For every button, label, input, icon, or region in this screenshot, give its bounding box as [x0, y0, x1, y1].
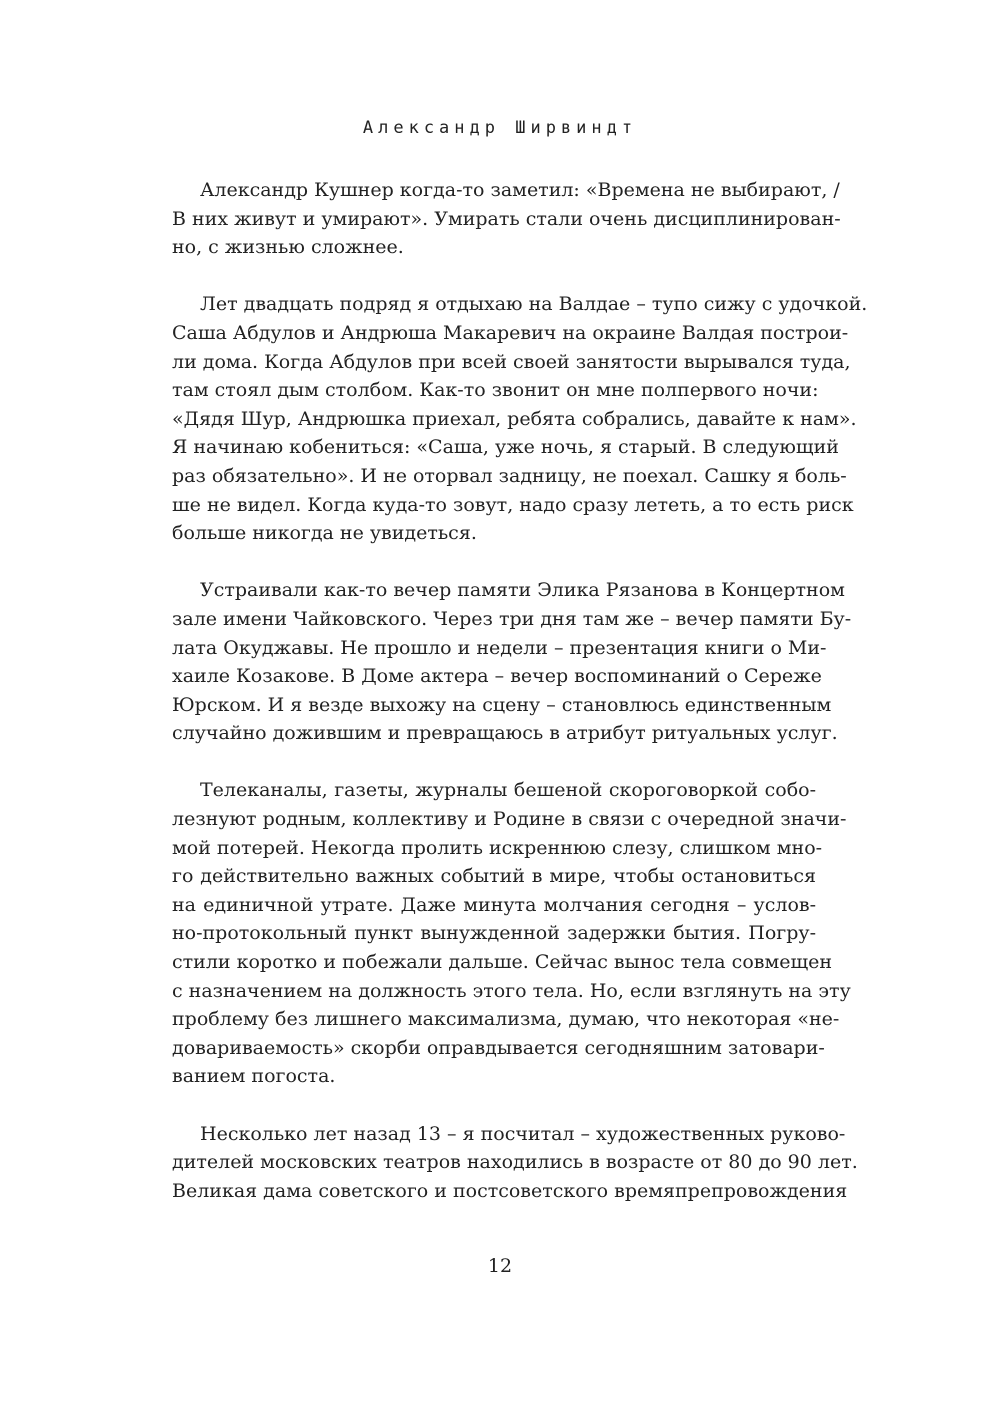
running-head: Александр Ширвиндт [362, 118, 638, 138]
text-line: ли дома. Когда Абдулов при всей своей занятости вырывался туда, [172, 350, 851, 373]
text-line: раз обязательно». И не оторвал задницу, не поехал. Сашку я боль- [172, 464, 847, 487]
text-line: В них живут и умирают». Умирать стали очень дисциплинирован- [172, 207, 841, 230]
text-line: «Дядя Шур, Андрюшка приехал, ребята собрались, давайте к нам». [172, 407, 857, 430]
paragraph-5 [172, 1120, 858, 1206]
text-line: Несколько лет назад 13 – я посчитал – художественных руково- [200, 1122, 846, 1145]
text-line: мой потерей. Некогда пролить искреннюю слезу, слишком мно- [172, 836, 823, 859]
text-line: Лет двадцать подряд я отдыхаю на Валдае – тупо сижу с удочкой. [200, 293, 868, 316]
text-line: зале имени Чайковского. Через три дня там же – вечер памяти Бу- [172, 607, 852, 630]
text-line: Великая дама советского и постсоветского времяпрепровождения [172, 1179, 848, 1202]
text-line: Телеканалы, газеты, журналы бешеной скороговоркой собо- [200, 779, 816, 802]
text-line: больше никогда не увидеться. [172, 522, 477, 545]
text-line: но-протокольный пункт вынужденной задержки бытия. Погру- [172, 922, 816, 945]
text-line: проблему без лишнего максимализма, думаю, что некоторая «не- [172, 1008, 840, 1031]
paragraph-2 [172, 290, 868, 547]
text-line: ше не видел. Когда куда-то зовут, надо сразу лететь, а то есть риск [172, 493, 854, 516]
paragraph-4 [172, 776, 851, 1091]
text-line: Александр Кушнер когда-то заметил: «Времена не выбирают, / [200, 179, 840, 201]
text-line: лата Окуджавы. Не прошло и недели – презентация книги о Ми- [172, 636, 827, 659]
text-line: Саша Абдулов и Андрюша Макаревич на окраине Валдая построи- [172, 321, 849, 344]
page-number: 12 [487, 1255, 513, 1277]
text-line: там стоял дым столбом. Как-то звонит он мне полпервого ночи: [172, 379, 819, 402]
text-line: с назначением на должность этого тела. Но, если взглянуть на эту [172, 979, 851, 1002]
text-line: на единичной утрате. Даже минута молчания сегодня – услов- [172, 893, 816, 916]
body-text [172, 176, 868, 1234]
text-line: хаиле Козакове. В Доме актера – вечер воспоминаний о Сереже [172, 665, 822, 688]
text-line: лезнуют родным, коллективу и Родине в связи с очередной значи- [172, 808, 847, 831]
paragraph-3 [172, 576, 852, 748]
paragraph-1 [172, 176, 841, 262]
text-line: дителей московских театров находились в возрасте от 80 до 90 лет. [172, 1151, 858, 1174]
text-line: довариваемость» скорби оправдывается сегодняшним затовари- [172, 1036, 825, 1059]
text-line: Устраивали как-то вечер памяти Элика Рязанова в Концертном [200, 579, 845, 602]
text-line: го действительно важных событий в мире, чтобы остановиться [172, 865, 816, 888]
text-line: Я начинаю кобениться: «Саша, уже ночь, я старый. В следующий [172, 436, 839, 459]
text-line: случайно дожившим и превращаюсь в атрибут ритуальных услуг. [172, 722, 838, 745]
text-line: Юрском. И я везде выхожу на сцену – становлюсь единственным [172, 693, 832, 716]
text-line: ванием погоста. [172, 1065, 336, 1088]
text-line: но, с жизнью сложнее. [172, 236, 404, 259]
text-line: стили коротко и побежали дальше. Сейчас вынос тела совмещен [172, 951, 833, 974]
